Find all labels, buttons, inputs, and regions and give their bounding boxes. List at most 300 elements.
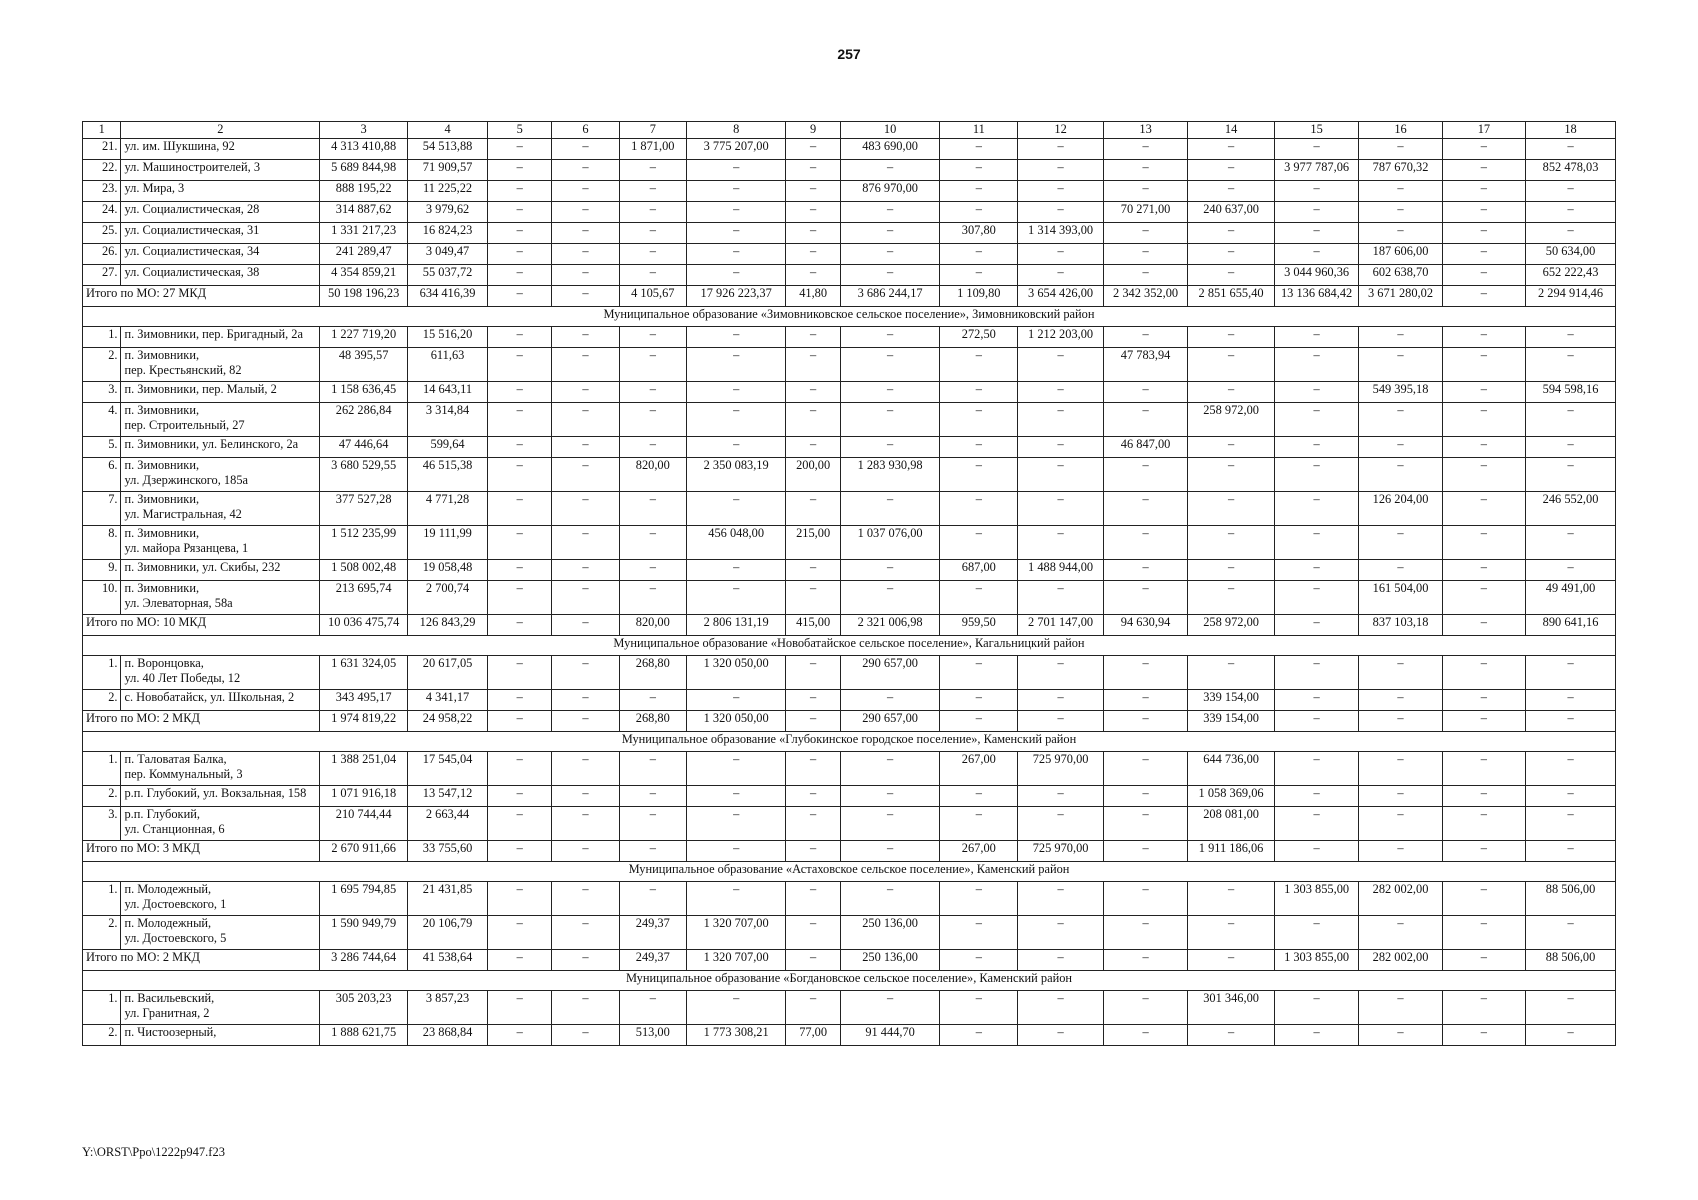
value-cell: 1 314 393,00 (1018, 223, 1104, 244)
value-cell: – (1188, 223, 1275, 244)
value-cell: – (1018, 991, 1104, 1025)
value-cell: – (1526, 916, 1616, 950)
value-cell: – (1188, 882, 1275, 916)
value-cell: – (940, 1025, 1018, 1046)
value-cell: – (840, 991, 939, 1025)
value-cell: 1 227 719,20 (320, 327, 408, 348)
total-value-cell: 2 851 655,40 (1188, 286, 1275, 307)
value-cell: 290 657,00 (840, 656, 939, 690)
footer-file-path: Y:\ORST\Ppo\1222p947.f23 (82, 1145, 225, 1159)
total-label: Итого по МО: 2 МКД (83, 950, 320, 971)
value-cell: 268,80 (619, 656, 686, 690)
value-cell: 4 341,17 (407, 690, 487, 711)
value-cell: – (840, 327, 939, 348)
value-cell: – (1274, 181, 1358, 202)
value-cell: – (619, 560, 686, 581)
value-cell: – (840, 223, 939, 244)
value-cell: – (786, 437, 841, 458)
row-number: 22. (83, 160, 121, 181)
value-cell: – (1103, 160, 1187, 181)
address-cell: п. Васильевский, ул. Гранитная, 2 (121, 991, 320, 1025)
value-cell: 3 049,47 (407, 244, 487, 265)
value-cell: – (1103, 656, 1187, 690)
value-cell: – (1103, 991, 1187, 1025)
value-cell: 54 513,88 (407, 139, 487, 160)
total-value-cell: 2 321 006,98 (840, 615, 939, 636)
value-cell: – (1274, 690, 1358, 711)
value-cell: – (940, 916, 1018, 950)
value-cell: – (552, 690, 619, 711)
table-row (83, 752, 1616, 786)
value-cell: – (786, 223, 841, 244)
value-cell: 1 388 251,04 (320, 752, 408, 786)
value-cell: – (940, 181, 1018, 202)
value-cell: – (1526, 690, 1616, 711)
row-number: 23. (83, 181, 121, 202)
address-cell: р.п. Глубокий, ул. Станционная, 6 (121, 807, 320, 841)
value-cell: – (1274, 139, 1358, 160)
value-cell: 88 506,00 (1526, 882, 1616, 916)
value-cell: – (1526, 807, 1616, 841)
total-value-cell: 24 958,22 (407, 711, 487, 732)
value-cell: – (488, 437, 552, 458)
row-number: 24. (83, 202, 121, 223)
table-row (83, 348, 1616, 382)
value-cell: 3 977 787,06 (1274, 160, 1358, 181)
section-title-row (83, 732, 1616, 752)
value-cell: – (552, 348, 619, 382)
value-cell: – (488, 786, 552, 807)
value-cell: 1 695 794,85 (320, 882, 408, 916)
total-value-cell: 1 974 819,22 (320, 711, 408, 732)
value-cell: – (1526, 223, 1616, 244)
value-cell: 1 871,00 (619, 139, 686, 160)
section-title: Муниципальное образование «Астаховское сельское поселение», Каменский район (83, 862, 1616, 882)
value-cell: 161 504,00 (1359, 581, 1442, 615)
value-cell: 48 395,57 (320, 348, 408, 382)
value-cell: – (1274, 458, 1358, 492)
column-number-cell: 1 (83, 122, 121, 139)
value-cell: 5 689 844,98 (320, 160, 408, 181)
value-cell: – (940, 139, 1018, 160)
value-cell: – (1103, 560, 1187, 581)
value-cell: – (1018, 181, 1104, 202)
row-number: 1. (83, 752, 121, 786)
column-number-cell: 13 (1103, 122, 1187, 139)
value-cell: – (552, 560, 619, 581)
address-cell: п. Воронцовка, ул. 40 Лет Победы, 12 (121, 656, 320, 690)
value-cell: – (786, 181, 841, 202)
value-cell: – (1359, 656, 1442, 690)
address-cell: п. Зимовники, ул. Элеваторная, 58а (121, 581, 320, 615)
total-value-cell: – (786, 711, 841, 732)
total-value-cell: – (552, 286, 619, 307)
value-cell: – (1526, 991, 1616, 1025)
total-row (83, 841, 1616, 862)
value-cell: – (840, 882, 939, 916)
value-cell: – (1274, 807, 1358, 841)
value-cell: – (1359, 458, 1442, 492)
total-value-cell: 17 926 223,37 (686, 286, 785, 307)
value-cell: 20 617,05 (407, 656, 487, 690)
value-cell: – (619, 786, 686, 807)
value-cell: – (1442, 492, 1525, 526)
total-value-cell: 890 641,16 (1526, 615, 1616, 636)
value-cell: 1 590 949,79 (320, 916, 408, 950)
total-value-cell: 3 286 744,64 (320, 950, 408, 971)
value-cell: – (488, 181, 552, 202)
value-cell: – (488, 403, 552, 437)
row-number: 4. (83, 403, 121, 437)
total-value-cell: – (1103, 841, 1187, 862)
table-row (83, 160, 1616, 181)
value-cell: – (552, 160, 619, 181)
value-cell: – (840, 348, 939, 382)
value-cell: 852 478,03 (1526, 160, 1616, 181)
value-cell: 787 670,32 (1359, 160, 1442, 181)
address-cell: ул. Машиностроителей, 3 (121, 160, 320, 181)
row-number: 10. (83, 581, 121, 615)
value-cell: – (619, 382, 686, 403)
value-cell: – (619, 581, 686, 615)
value-cell: – (1103, 181, 1187, 202)
value-cell: – (1103, 223, 1187, 244)
value-cell: – (786, 690, 841, 711)
table-row (83, 265, 1616, 286)
value-cell: – (786, 139, 841, 160)
value-cell: 250 136,00 (840, 916, 939, 950)
value-cell: – (1442, 991, 1525, 1025)
value-cell: 46 847,00 (1103, 437, 1187, 458)
column-number-cell: 11 (940, 122, 1018, 139)
value-cell: 594 598,16 (1526, 382, 1616, 403)
value-cell: – (552, 916, 619, 950)
total-value-cell: 2 701 147,00 (1018, 615, 1104, 636)
total-value-cell: 2 806 131,19 (686, 615, 785, 636)
value-cell: – (786, 160, 841, 181)
total-value-cell: – (619, 841, 686, 862)
total-value-cell: 13 136 684,42 (1274, 286, 1358, 307)
value-cell: – (786, 327, 841, 348)
value-cell: 652 222,43 (1526, 265, 1616, 286)
address-cell: п. Зимовники, ул. Белинского, 2а (121, 437, 320, 458)
total-value-cell: 415,00 (786, 615, 841, 636)
value-cell: – (1103, 882, 1187, 916)
value-cell: – (1188, 526, 1275, 560)
table-row (83, 526, 1616, 560)
total-value-cell: – (840, 841, 939, 862)
value-cell: – (940, 244, 1018, 265)
value-cell: 377 527,28 (320, 492, 408, 526)
value-cell: – (940, 492, 1018, 526)
address-cell: п. Зимовники, пер. Бригадный, 2а (121, 327, 320, 348)
value-cell: – (840, 403, 939, 437)
value-cell: – (786, 348, 841, 382)
value-cell: – (1274, 223, 1358, 244)
value-cell: – (1274, 991, 1358, 1025)
value-cell: – (1188, 656, 1275, 690)
value-cell: 15 516,20 (407, 327, 487, 348)
value-cell: – (1526, 139, 1616, 160)
value-cell: – (552, 382, 619, 403)
row-number: 2. (83, 348, 121, 382)
value-cell: – (1188, 916, 1275, 950)
value-cell: – (940, 265, 1018, 286)
total-value-cell: – (686, 841, 785, 862)
value-cell: – (1442, 581, 1525, 615)
value-cell: – (488, 265, 552, 286)
total-value-cell: – (1359, 841, 1442, 862)
value-cell: 687,00 (940, 560, 1018, 581)
value-cell: – (552, 327, 619, 348)
value-cell: – (1442, 382, 1525, 403)
row-number: 1. (83, 882, 121, 916)
value-cell: – (1018, 786, 1104, 807)
value-cell: 213 695,74 (320, 581, 408, 615)
value-cell: 200,00 (786, 458, 841, 492)
value-cell: 11 225,22 (407, 181, 487, 202)
value-cell: – (1526, 437, 1616, 458)
total-value-cell: 126 843,29 (407, 615, 487, 636)
value-cell: 77,00 (786, 1025, 841, 1046)
total-value-cell: – (552, 615, 619, 636)
value-cell: – (552, 526, 619, 560)
value-cell: – (1018, 382, 1104, 403)
value-cell: – (1188, 265, 1275, 286)
value-cell: – (786, 807, 841, 841)
value-cell: – (1018, 526, 1104, 560)
value-cell: 23 868,84 (407, 1025, 487, 1046)
value-cell: 1 631 324,05 (320, 656, 408, 690)
value-cell: – (1188, 437, 1275, 458)
row-number: 2. (83, 916, 121, 950)
value-cell: 4 771,28 (407, 492, 487, 526)
value-cell: – (1359, 348, 1442, 382)
value-cell: – (1018, 458, 1104, 492)
value-cell: – (619, 752, 686, 786)
total-value-cell: 820,00 (619, 615, 686, 636)
value-cell: 599,64 (407, 437, 487, 458)
value-cell: 272,50 (940, 327, 1018, 348)
value-cell: – (1188, 348, 1275, 382)
row-number: 3. (83, 382, 121, 403)
value-cell: – (619, 807, 686, 841)
value-cell: – (786, 265, 841, 286)
value-cell: – (619, 202, 686, 223)
value-cell: – (552, 786, 619, 807)
column-number-cell: 12 (1018, 122, 1104, 139)
column-number-cell: 18 (1526, 122, 1616, 139)
value-cell: – (1359, 403, 1442, 437)
value-cell: – (1103, 458, 1187, 492)
address-cell: ул. Мира, 3 (121, 181, 320, 202)
row-number: 25. (83, 223, 121, 244)
value-cell: – (1103, 786, 1187, 807)
column-number-cell: 2 (121, 122, 320, 139)
value-cell: – (552, 882, 619, 916)
table-row (83, 882, 1616, 916)
column-number-cell: 8 (686, 122, 785, 139)
value-cell: – (686, 265, 785, 286)
total-label: Итого по МО: 10 МКД (83, 615, 320, 636)
value-cell: 46 515,38 (407, 458, 487, 492)
value-cell: – (1442, 160, 1525, 181)
value-cell: 456 048,00 (686, 526, 785, 560)
total-value-cell: 249,37 (619, 950, 686, 971)
value-cell: – (1526, 1025, 1616, 1046)
value-cell: – (1359, 916, 1442, 950)
total-value-cell: 1 109,80 (940, 286, 1018, 307)
total-value-cell: – (1018, 950, 1104, 971)
row-number: 1. (83, 656, 121, 690)
column-number-cell: 4 (407, 122, 487, 139)
total-value-cell: 1 303 855,00 (1274, 950, 1358, 971)
value-cell: – (1103, 265, 1187, 286)
value-cell: – (786, 916, 841, 950)
address-cell: р.п. Глубокий, ул. Вокзальная, 158 (121, 786, 320, 807)
value-cell: – (552, 244, 619, 265)
value-cell: – (786, 403, 841, 437)
value-cell: – (686, 202, 785, 223)
value-cell: – (488, 656, 552, 690)
value-cell: – (940, 437, 1018, 458)
value-cell: – (686, 560, 785, 581)
value-cell: – (552, 139, 619, 160)
value-cell: – (1359, 786, 1442, 807)
value-cell: – (686, 181, 785, 202)
value-cell: – (1103, 807, 1187, 841)
value-cell: – (1018, 882, 1104, 916)
value-cell: – (1188, 382, 1275, 403)
value-cell: 50 634,00 (1526, 244, 1616, 265)
column-number-cell: 7 (619, 122, 686, 139)
value-cell: – (1103, 526, 1187, 560)
value-cell: – (940, 656, 1018, 690)
value-cell: – (488, 1025, 552, 1046)
total-value-cell: – (1442, 841, 1525, 862)
row-number: 7. (83, 492, 121, 526)
value-cell: 17 545,04 (407, 752, 487, 786)
value-cell: – (840, 244, 939, 265)
value-cell: 3 314,84 (407, 403, 487, 437)
value-cell: – (552, 437, 619, 458)
table-row (83, 1025, 1616, 1046)
value-cell: – (786, 382, 841, 403)
value-cell: 307,80 (940, 223, 1018, 244)
address-cell: ул. Социалистическая, 31 (121, 223, 320, 244)
value-cell: – (1526, 458, 1616, 492)
total-value-cell: – (940, 950, 1018, 971)
value-cell: – (940, 991, 1018, 1025)
value-cell: – (619, 437, 686, 458)
value-cell: 262 286,84 (320, 403, 408, 437)
value-cell: 241 289,47 (320, 244, 408, 265)
total-value-cell: – (940, 711, 1018, 732)
value-cell: – (840, 786, 939, 807)
total-value-cell: 959,50 (940, 615, 1018, 636)
value-cell: – (1442, 916, 1525, 950)
total-value-cell: 88 506,00 (1526, 950, 1616, 971)
column-number-cell: 5 (488, 122, 552, 139)
row-number: 21. (83, 139, 121, 160)
total-value-cell: 634 416,39 (407, 286, 487, 307)
value-cell: – (1442, 403, 1525, 437)
column-number-cell: 9 (786, 122, 841, 139)
value-cell: – (1188, 327, 1275, 348)
column-number-cell: 6 (552, 122, 619, 139)
section-title-row (83, 862, 1616, 882)
value-cell: – (1018, 1025, 1104, 1046)
row-number: 1. (83, 327, 121, 348)
value-cell: – (488, 752, 552, 786)
total-value-cell: 725 970,00 (1018, 841, 1104, 862)
value-cell: – (786, 656, 841, 690)
row-number: 2. (83, 786, 121, 807)
total-value-cell: 2 294 914,46 (1526, 286, 1616, 307)
table-row (83, 807, 1616, 841)
value-cell: 1 320 050,00 (686, 656, 785, 690)
value-cell: 55 037,72 (407, 265, 487, 286)
value-cell: – (940, 807, 1018, 841)
value-cell: 888 195,22 (320, 181, 408, 202)
total-value-cell: 41 538,64 (407, 950, 487, 971)
value-cell: – (619, 492, 686, 526)
row-number: 1. (83, 991, 121, 1025)
value-cell: – (488, 991, 552, 1025)
value-cell: – (1442, 244, 1525, 265)
value-cell: – (552, 403, 619, 437)
total-value-cell: 2 342 352,00 (1103, 286, 1187, 307)
value-cell: – (1274, 244, 1358, 265)
table-row (83, 690, 1616, 711)
section-title: Муниципальное образование «Богдановское сельское поселение», Каменский район (83, 971, 1616, 991)
value-cell: 339 154,00 (1188, 690, 1275, 711)
value-cell: – (1359, 690, 1442, 711)
address-cell: п. Молодежный, ул. Достоевского, 1 (121, 882, 320, 916)
row-number: 2. (83, 1025, 121, 1046)
table-row (83, 560, 1616, 581)
value-cell: – (552, 265, 619, 286)
total-value-cell: 1 911 186,06 (1188, 841, 1275, 862)
value-cell: 267,00 (940, 752, 1018, 786)
value-cell: – (1359, 560, 1442, 581)
value-cell: – (1103, 327, 1187, 348)
value-cell: 13 547,12 (407, 786, 487, 807)
value-cell: – (1103, 403, 1187, 437)
value-cell: 876 970,00 (840, 181, 939, 202)
row-number: 26. (83, 244, 121, 265)
value-cell: – (552, 656, 619, 690)
value-cell: – (488, 690, 552, 711)
total-value-cell: – (488, 286, 552, 307)
total-row (83, 711, 1616, 732)
address-cell: ул. Социалистическая, 38 (121, 265, 320, 286)
table-row (83, 244, 1616, 265)
value-cell: – (1188, 181, 1275, 202)
value-cell: – (840, 560, 939, 581)
value-cell: – (1442, 1025, 1525, 1046)
value-cell: 126 204,00 (1359, 492, 1442, 526)
value-cell: – (488, 348, 552, 382)
value-cell: – (940, 382, 1018, 403)
column-number-cell: 15 (1274, 122, 1358, 139)
value-cell: 314 887,62 (320, 202, 408, 223)
total-value-cell: 3 654 426,00 (1018, 286, 1104, 307)
value-cell: – (488, 492, 552, 526)
table-row (83, 202, 1616, 223)
value-cell: – (1103, 581, 1187, 615)
value-cell: – (488, 327, 552, 348)
